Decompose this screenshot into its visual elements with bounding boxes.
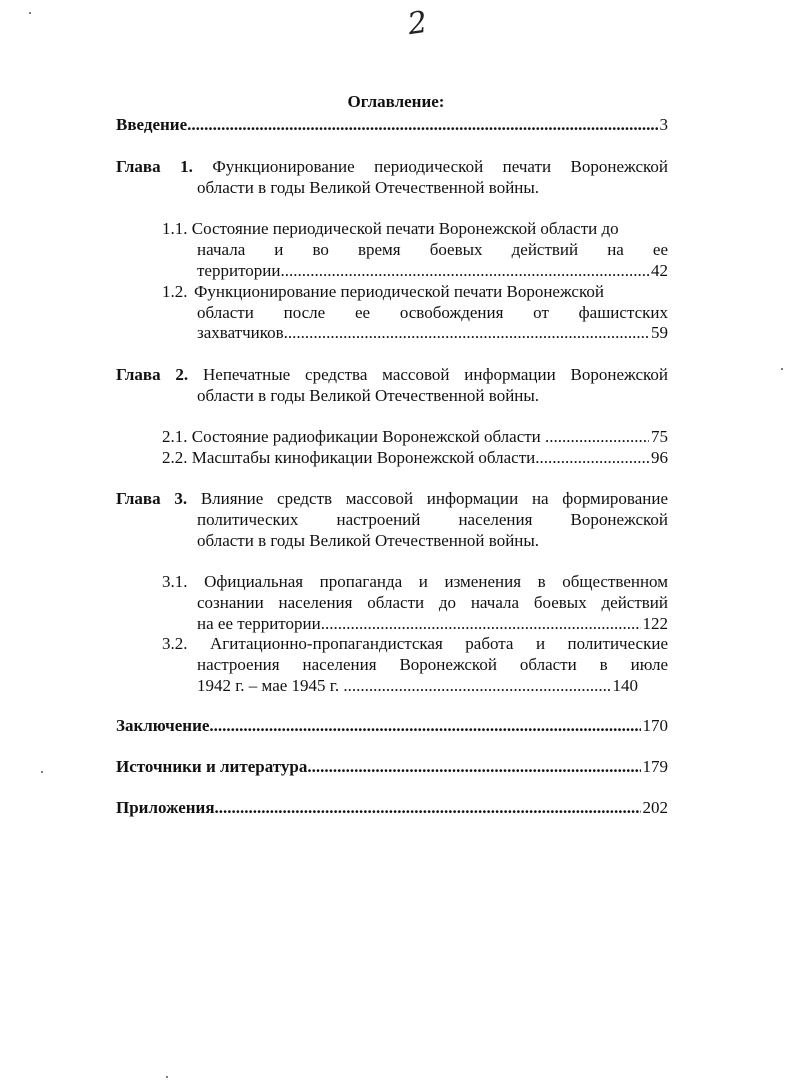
section-2-2-page: 96 xyxy=(651,448,668,467)
toc-entry-appendix[interactable] xyxy=(116,797,668,818)
section-3-1-line3[interactable]: на ее территории ..... 122 xyxy=(197,613,668,634)
toc-entry-sources[interactable] xyxy=(116,756,668,777)
section-1-2-line2: области после ее освобождения от фашистских xyxy=(197,303,668,322)
appendix-page: 202 xyxy=(642,798,668,817)
section-3-1-line2: сознании населения области до начала боевых действий xyxy=(197,593,668,612)
chapter2-heading[interactable] xyxy=(116,364,668,385)
section-3-2-num: 3.2. xyxy=(162,634,188,653)
section-2-2[interactable]: 2.2. Масштабы кинофикации Воронежской области ..... 96 xyxy=(162,447,668,468)
conclusion-label: Заключение xyxy=(116,716,210,735)
toc-entry-conclusion[interactable] xyxy=(116,715,668,736)
scan-speck xyxy=(166,1076,168,1078)
section-1-1-line2: начала и во время боевых действий на ее xyxy=(197,240,668,259)
section-3-2-line2: настроения населения Воронежской области в июле xyxy=(197,655,668,674)
chapter3-label: Глава 3. xyxy=(116,489,188,508)
scan-speck xyxy=(41,771,43,773)
chapter3-line3: области в годы Великой Отечественной войны. xyxy=(197,531,540,550)
section-2-1[interactable]: 2.1. Состояние радиофикации Воронежской области ..... 75 xyxy=(162,426,668,447)
section-1-2-num: 1.2. xyxy=(162,282,188,301)
section-2-1-page: 75 xyxy=(651,427,668,446)
appendix-label: Приложения xyxy=(116,798,215,817)
section-3-1-num: 3.1. xyxy=(162,572,188,591)
chapter3-line1: Влияние средств массовой информации на формирование xyxy=(200,489,669,508)
section-3-1-line1[interactable]: 3.1. Официальная пропаганда и изменения в общественном xyxy=(162,572,668,591)
chapter1-line2: области в годы Великой Отечественной войны. xyxy=(197,178,540,197)
intro-page: 3 xyxy=(659,115,668,134)
chapter2-line1: Непечатные средства массовой информации Воронежской xyxy=(203,365,668,384)
intro-label: Введение xyxy=(116,115,188,134)
sources-label: Источники и литература xyxy=(116,757,308,776)
section-3-1-page: 122 xyxy=(642,614,668,633)
section-1-2-line3[interactable]: захватчиков ..... 59 xyxy=(197,322,668,343)
section-2-2-num: 2.2. xyxy=(162,448,188,467)
section-3-2-line3[interactable]: 1942 г. – мае 1945 г. ..... 140 xyxy=(197,675,638,696)
chapter2-label: Глава 2. xyxy=(116,365,189,384)
chapter1-label: Глава 1. xyxy=(116,157,193,176)
scan-speck xyxy=(781,368,783,370)
conclusion-page: 170 xyxy=(642,716,668,735)
section-1-1-page: 42 xyxy=(651,261,668,280)
toc-title: Оглавление: xyxy=(347,92,445,111)
section-1-1-line1[interactable]: 1.1. Состояние периодической печати Воронежской области до xyxy=(162,219,619,238)
chapter2-line2: области в годы Великой Отечественной войны. xyxy=(197,386,540,405)
sources-page: 179 xyxy=(642,757,668,776)
section-1-2-line1[interactable]: 1.2. Функционирование периодической печати Воронежской xyxy=(162,282,604,301)
chapter1-heading[interactable] xyxy=(116,156,668,177)
section-1-1-num: 1.1. xyxy=(162,219,188,238)
handwritten-page-number: 2 xyxy=(405,4,430,43)
section-3-2-line1[interactable]: 3.2. Агитационно-пропагандистская работа и политические xyxy=(162,634,669,653)
scan-speck xyxy=(29,12,31,14)
section-3-2-page: 140 xyxy=(612,676,638,695)
chapter1-line1: Функционирование периодической печати Воронежской xyxy=(212,157,669,176)
toc-entry-intro[interactable] xyxy=(116,114,668,135)
section-1-1-line3[interactable]: территории ..... 42 xyxy=(197,260,668,281)
section-1-2-page: 59 xyxy=(651,323,668,342)
chapter3-line2: политических настроений населения Воронежской xyxy=(197,510,668,529)
section-2-1-num: 2.1. xyxy=(162,427,188,446)
chapter3-heading[interactable] xyxy=(116,488,668,509)
